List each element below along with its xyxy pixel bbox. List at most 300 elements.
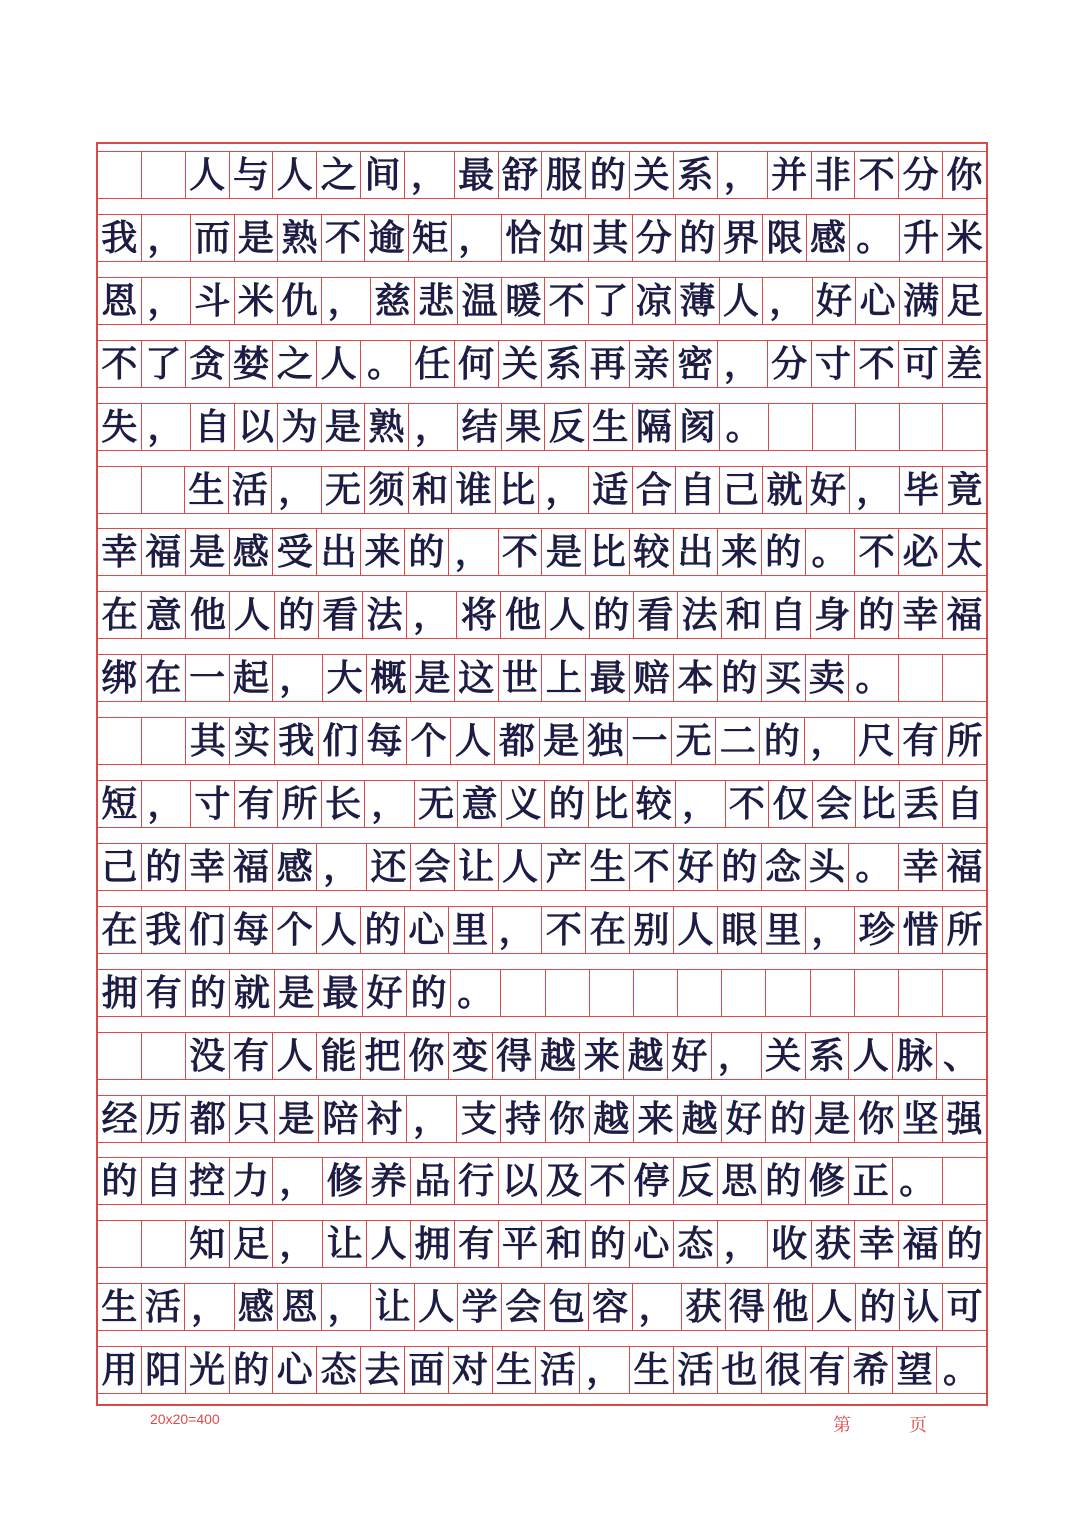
grid-cell: 拥 <box>101 971 138 1014</box>
grid-cell: 人 <box>316 907 360 953</box>
grid-cell: 会 <box>812 781 856 827</box>
grid-cell: ， <box>272 655 322 701</box>
grid-row <box>98 591 986 639</box>
grid-cell: ， <box>717 152 767 198</box>
grid-cell <box>768 404 812 450</box>
grid-size-label: 20x20=400 <box>150 1411 220 1427</box>
grid-cell: 悲 <box>414 278 458 324</box>
grid-cell <box>942 970 986 1016</box>
grid-cell: 人 <box>316 341 360 387</box>
grid-cell: 足 <box>942 278 986 324</box>
grid-cell: 矩 <box>408 215 452 261</box>
grid-cell: 控 <box>185 1158 229 1204</box>
grid-cell: 较 <box>629 529 673 575</box>
grid-cell: 们 <box>185 907 229 953</box>
grid-cell <box>812 404 856 450</box>
grid-cell: 短 <box>101 783 138 825</box>
page-label-first: 第 <box>833 1415 851 1436</box>
grid-cell: 学 <box>457 1284 501 1330</box>
grid-cell: 的 <box>854 592 898 638</box>
grid-cell: 都 <box>185 1096 229 1142</box>
grid-cell: ， <box>717 1221 767 1267</box>
grid-cell: 光 <box>185 1347 229 1393</box>
grid-cell: 来 <box>579 1033 623 1079</box>
grid-cell: 间 <box>360 152 404 198</box>
grid-cell: 人 <box>812 1284 856 1330</box>
grid-cell: 。 <box>892 1158 942 1204</box>
grid-cell: 变 <box>448 1033 492 1079</box>
grid-cell: 舒 <box>498 152 542 198</box>
grid-cell: 己 <box>719 467 763 513</box>
grid-cell: 义 <box>501 781 545 827</box>
grid-row <box>98 214 986 262</box>
grid-cell: 关 <box>761 1033 805 1079</box>
grid-cell <box>899 404 943 450</box>
grid-cell: 有 <box>234 781 278 827</box>
grid-cell: 的 <box>544 781 588 827</box>
grid-cell: 不 <box>585 1158 629 1204</box>
grid-cell: 有 <box>805 1347 849 1393</box>
grid-cell <box>677 970 721 1016</box>
grid-cell: ， <box>448 529 498 575</box>
grid-cell: 的 <box>942 1221 986 1267</box>
grid-cell: 温 <box>457 278 501 324</box>
grid-cell: 支 <box>456 1096 500 1142</box>
grid-cell: 阳 <box>141 1347 185 1393</box>
grid-cell: 在 <box>101 594 138 637</box>
grid-cell: 寸 <box>811 341 855 387</box>
grid-cell: 反 <box>544 404 588 450</box>
grid-cell: 经 <box>101 1097 138 1140</box>
grid-cell: ， <box>675 781 725 827</box>
grid-cell: 心 <box>404 907 448 953</box>
grid-cell: 了 <box>588 278 632 324</box>
grid-cell <box>721 970 765 1016</box>
grid-cell: 是 <box>274 970 318 1016</box>
grid-cell: 很 <box>761 1347 805 1393</box>
grid-cell: ， <box>271 467 321 513</box>
grid-cell <box>854 970 898 1016</box>
grid-cell: 看 <box>633 592 677 638</box>
grid-cell: 起 <box>229 655 273 701</box>
grid-cell: 米 <box>234 278 278 324</box>
grid-cell: 个 <box>272 907 316 953</box>
grid-cell: 力 <box>229 1158 273 1204</box>
grid-cell: ， <box>141 278 191 324</box>
grid-cell: 合 <box>632 467 676 513</box>
grid-cell <box>98 718 141 764</box>
grid-cell: 不 <box>854 341 898 387</box>
grid-cell: 好 <box>362 970 406 1016</box>
grid-cell: 可 <box>942 1284 986 1330</box>
grid-cell: 珍 <box>854 907 898 953</box>
grid-cell <box>589 970 633 1016</box>
grid-cell: 还 <box>366 844 410 890</box>
grid-cell: 个 <box>406 718 450 764</box>
grid-cell: 幸 <box>898 592 942 638</box>
grid-cell: 越 <box>535 1033 579 1079</box>
grid-cell: 只 <box>229 1096 273 1142</box>
grid-cell: 较 <box>632 781 676 827</box>
grid-cell: 。 <box>936 1347 986 1393</box>
grid-cell: 仅 <box>768 781 812 827</box>
grid-cell: 面 <box>404 1347 448 1393</box>
grid-cell <box>98 152 141 198</box>
grid-row <box>98 780 986 828</box>
grid-cell <box>141 152 185 198</box>
grid-cell: 态 <box>673 1221 717 1267</box>
grid-cell: 法 <box>677 592 721 638</box>
grid-row <box>98 906 986 954</box>
grid-cell: 里 <box>448 907 492 953</box>
grid-cell: 里 <box>761 907 805 953</box>
grid-cell: 的 <box>101 1160 138 1203</box>
grid-cell: 己 <box>101 845 138 888</box>
grid-cell: 出 <box>673 529 717 575</box>
grid-cell: 何 <box>454 341 498 387</box>
grid-cell: 品 <box>410 1158 454 1204</box>
grid-row <box>98 277 986 325</box>
grid-cell: 幸 <box>854 1221 898 1267</box>
grid-cell: 其 <box>588 215 632 261</box>
grid-cell: 所 <box>942 718 986 764</box>
grid-cell: 受 <box>272 529 316 575</box>
grid-cell: 分 <box>632 215 676 261</box>
grid-cell: 他 <box>185 592 229 638</box>
grid-cell: 的 <box>765 1096 809 1142</box>
grid-cell: 不 <box>101 342 138 385</box>
grid-cell: 尺 <box>854 718 898 764</box>
grid-cell: 不 <box>541 907 585 953</box>
grid-cell: 大 <box>322 655 366 701</box>
grid-row <box>98 1220 986 1268</box>
grid-cell: 这 <box>454 655 498 701</box>
grid-cell: 有 <box>141 970 185 1016</box>
grid-cell: 之 <box>316 152 360 198</box>
grid-cell: 和 <box>721 592 765 638</box>
grid-cell: 把 <box>360 1033 404 1079</box>
grid-row <box>98 1283 986 1331</box>
grid-cell: 有 <box>229 1033 273 1079</box>
grid-cell: 的 <box>855 1284 899 1330</box>
grid-cell <box>765 970 809 1016</box>
grid-cell <box>141 1033 185 1079</box>
grid-cell: 自 <box>190 404 234 450</box>
grid-cell: 让 <box>322 1221 366 1267</box>
grid-cell: 不 <box>854 152 898 198</box>
grid-cell: 分 <box>898 152 942 198</box>
grid-cell: ， <box>451 215 501 261</box>
grid-cell: 必 <box>898 529 942 575</box>
grid-cell: 的 <box>761 529 805 575</box>
grid-cell: 本 <box>673 655 717 701</box>
grid-cell: ， <box>849 467 899 513</box>
grid-row <box>98 843 986 891</box>
grid-cell: 生 <box>101 1286 138 1329</box>
grid-cell: 来 <box>360 529 404 575</box>
grid-cell <box>98 1221 141 1267</box>
grid-cell: 生 <box>588 404 632 450</box>
grid-row <box>98 528 986 576</box>
grid-cell: 关 <box>498 341 542 387</box>
grid-cell: 望 <box>892 1347 936 1393</box>
grid-cell: 亲 <box>629 341 673 387</box>
grid-cell: 幸 <box>898 844 942 890</box>
grid-cell: 用 <box>101 1349 138 1392</box>
grid-cell: 不 <box>544 278 588 324</box>
grid-cell: 人 <box>545 592 589 638</box>
grid-cell: 满 <box>899 278 943 324</box>
grid-cell: 好 <box>721 1096 765 1142</box>
grid-cell: 比 <box>855 781 899 827</box>
grid-cell: 希 <box>848 1347 892 1393</box>
grid-cell: 包 <box>544 1284 588 1330</box>
grid-cell: 是 <box>541 529 585 575</box>
grid-cell: ， <box>632 1284 682 1330</box>
grid-cell: 历 <box>141 1096 185 1142</box>
grid-cell: 获 <box>681 1284 725 1330</box>
grid-cell: 出 <box>316 529 360 575</box>
grid-cell: 如 <box>544 215 588 261</box>
grid-cell: 心 <box>855 278 899 324</box>
grid-cell: 就 <box>229 970 273 1016</box>
grid-cell: 心 <box>629 1221 673 1267</box>
grid-cell: ， <box>804 718 854 764</box>
grid-cell: 及 <box>541 1158 585 1204</box>
grid-cell: 的 <box>589 592 633 638</box>
grid-cell: ， <box>272 1158 322 1204</box>
grid-cell: 产 <box>541 844 585 890</box>
grid-cell: 修 <box>322 1158 366 1204</box>
grid-cell: 头 <box>805 844 849 890</box>
grid-cell: 卖 <box>805 655 849 701</box>
grid-cell: 自 <box>765 592 809 638</box>
grid-cell: 福 <box>141 529 185 575</box>
grid-cell: 正 <box>848 1158 892 1204</box>
grid-cell: 是 <box>185 529 229 575</box>
grid-cell: 婪 <box>229 341 273 387</box>
grid-cell: 活 <box>141 1284 185 1330</box>
grid-cell: ， <box>404 152 454 198</box>
grid-cell: 逾 <box>364 215 408 261</box>
grid-cell: ， <box>717 341 767 387</box>
grid-cell: 赔 <box>629 655 673 701</box>
grid-cell: 的 <box>717 655 761 701</box>
grid-cell: 意 <box>141 592 185 638</box>
grid-cell: 、 <box>936 1033 986 1079</box>
grid-cell: 好 <box>812 278 856 324</box>
grid-cell <box>810 970 854 1016</box>
grid-cell: 认 <box>899 1284 943 1330</box>
grid-cell: 最 <box>585 655 629 701</box>
grid-cell: 比 <box>588 781 632 827</box>
grid-cell: 的 <box>229 1347 273 1393</box>
grid-cell: 态 <box>316 1347 360 1393</box>
grid-row <box>98 1032 986 1080</box>
grid-cell: 贪 <box>185 341 229 387</box>
grid-cell: 脉 <box>892 1033 936 1079</box>
grid-cell: 。 <box>849 215 899 261</box>
grid-cell: 的 <box>274 592 318 638</box>
grid-cell: ， <box>321 1284 371 1330</box>
grid-cell: 的 <box>759 718 803 764</box>
grid-cell: 人 <box>498 844 542 890</box>
grid-cell: 好 <box>673 844 717 890</box>
grid-cell: 福 <box>942 844 986 890</box>
grid-cell: 概 <box>366 655 410 701</box>
grid-cell: 世 <box>498 655 542 701</box>
grid-cell: 了 <box>141 341 185 387</box>
grid-cell: ， <box>141 404 191 450</box>
grid-cell: 陪 <box>318 1096 362 1142</box>
grid-cell: 就 <box>762 467 806 513</box>
grid-cell: 能 <box>316 1033 360 1079</box>
grid-cell: 之 <box>272 341 316 387</box>
grid-cell: 有 <box>898 718 942 764</box>
grid-cell: 越 <box>589 1096 633 1142</box>
grid-cell: 毕 <box>899 467 943 513</box>
grid-cell: 果 <box>501 404 545 450</box>
grid-cell: 会 <box>501 1284 545 1330</box>
grid-cell <box>855 404 899 450</box>
grid-cell: 活 <box>535 1347 579 1393</box>
grid-cell: 分 <box>767 341 811 387</box>
grid-cell: 非 <box>811 152 855 198</box>
grid-cell: 坚 <box>898 1096 942 1142</box>
grid-cell: 服 <box>541 152 585 198</box>
grid-cell <box>141 1221 185 1267</box>
grid-cell: 人 <box>673 907 717 953</box>
grid-cell: 恩 <box>277 1284 321 1330</box>
grid-cell: 生 <box>629 1347 673 1393</box>
grid-cell: 关 <box>629 152 673 198</box>
grid-cell: 一 <box>627 718 671 764</box>
grid-cell: 活 <box>673 1347 717 1393</box>
grid-row <box>98 151 986 199</box>
grid-cell: 幸 <box>101 531 138 574</box>
grid-cell: 每 <box>362 718 406 764</box>
grid-cell: ， <box>762 278 812 324</box>
grid-cell: 修 <box>805 1158 849 1204</box>
grid-cell: 。 <box>848 655 898 701</box>
grid-cell: 人 <box>414 1284 458 1330</box>
grid-cell: 竟 <box>942 467 986 513</box>
grid-cell: 思 <box>717 1158 761 1204</box>
grid-cell: 阂 <box>675 404 719 450</box>
grid-cell: 人 <box>272 1033 316 1079</box>
grid-cell: 的 <box>406 970 450 1016</box>
grid-cell: 生 <box>184 467 228 513</box>
grid-cell: 我 <box>101 216 138 259</box>
grid-cell: 无 <box>321 467 365 513</box>
grid-cell: 反 <box>673 1158 717 1204</box>
grid-cell: 须 <box>364 467 408 513</box>
grid-cell: 和 <box>408 467 452 513</box>
grid-cell: 是 <box>410 655 454 701</box>
grid-cell: 在 <box>585 907 629 953</box>
grid-cell: 念 <box>761 844 805 890</box>
grid-cell: 不 <box>725 781 769 827</box>
grid-cell: 一 <box>185 655 229 701</box>
grid-cell: 人 <box>848 1033 892 1079</box>
grid-cell <box>942 1158 986 1204</box>
grid-cell: 丢 <box>899 781 943 827</box>
grid-cell: 薄 <box>675 278 719 324</box>
grid-cell: 是 <box>539 718 583 764</box>
grid-cell: 。 <box>450 970 500 1016</box>
grid-cell: 实 <box>229 718 273 764</box>
grid-cell: 有 <box>454 1221 498 1267</box>
grid-cell: 。 <box>719 404 769 450</box>
grid-cell <box>633 970 677 1016</box>
grid-cell: 。 <box>360 341 410 387</box>
grid-cell: 隔 <box>632 404 676 450</box>
grid-cell: 来 <box>717 529 761 575</box>
grid-cell <box>942 655 986 701</box>
grid-cell: 以 <box>498 1158 542 1204</box>
grid-cell: ， <box>538 467 588 513</box>
page-number-label <box>833 1411 927 1437</box>
grid-cell: ， <box>184 1284 234 1330</box>
grid-cell: 是 <box>274 1096 318 1142</box>
grid-cell: 绑 <box>101 657 138 700</box>
grid-cell: 养 <box>366 1158 410 1204</box>
grid-cell: 系 <box>673 152 717 198</box>
grid-cell: 让 <box>370 1284 414 1330</box>
grid-cell: 上 <box>541 655 585 701</box>
grid-cell: 长 <box>321 781 365 827</box>
grid-cell: 身 <box>810 592 854 638</box>
grid-cell: 在 <box>141 655 185 701</box>
grid-cell: 寸 <box>190 781 234 827</box>
grid-cell: 人 <box>185 152 229 198</box>
grid-cell: 不 <box>321 215 365 261</box>
grid-row <box>98 969 986 1017</box>
grid-cell: 谁 <box>451 467 495 513</box>
grid-cell: 最 <box>454 152 498 198</box>
grid-cell: 让 <box>454 844 498 890</box>
grid-cell: ， <box>364 781 414 827</box>
grid-cell: 你 <box>545 1096 589 1142</box>
grid-cell: 比 <box>495 467 539 513</box>
grid-cell: 和 <box>541 1221 585 1267</box>
grid-cell: 自 <box>141 1158 185 1204</box>
grid-cell: 福 <box>942 592 986 638</box>
grid-cell: 福 <box>898 1221 942 1267</box>
grid-cell: 升 <box>899 215 943 261</box>
grid-cell: 差 <box>942 341 986 387</box>
grid-cell: 容 <box>588 1284 632 1330</box>
grid-cell: 的 <box>360 907 404 953</box>
grid-cell: 你 <box>854 1096 898 1142</box>
grid-cell <box>898 655 942 701</box>
grid-cell: 也 <box>717 1347 761 1393</box>
grid-cell: 你 <box>942 152 986 198</box>
grid-cell: 知 <box>185 1221 229 1267</box>
grid-cell: 系 <box>805 1033 849 1079</box>
grid-cell: 失 <box>101 405 138 448</box>
grid-cell: 获 <box>811 1221 855 1267</box>
grid-cell: 惜 <box>898 907 942 953</box>
grid-cell: 你 <box>404 1033 448 1079</box>
grid-cell: 人 <box>229 592 273 638</box>
grid-cell: ， <box>805 907 855 953</box>
grid-cell: 以 <box>234 404 278 450</box>
grid-cell: 感 <box>234 1284 278 1330</box>
grid-cell <box>141 718 185 764</box>
grid-cell: 。 <box>848 844 898 890</box>
grid-cell: 再 <box>585 341 629 387</box>
